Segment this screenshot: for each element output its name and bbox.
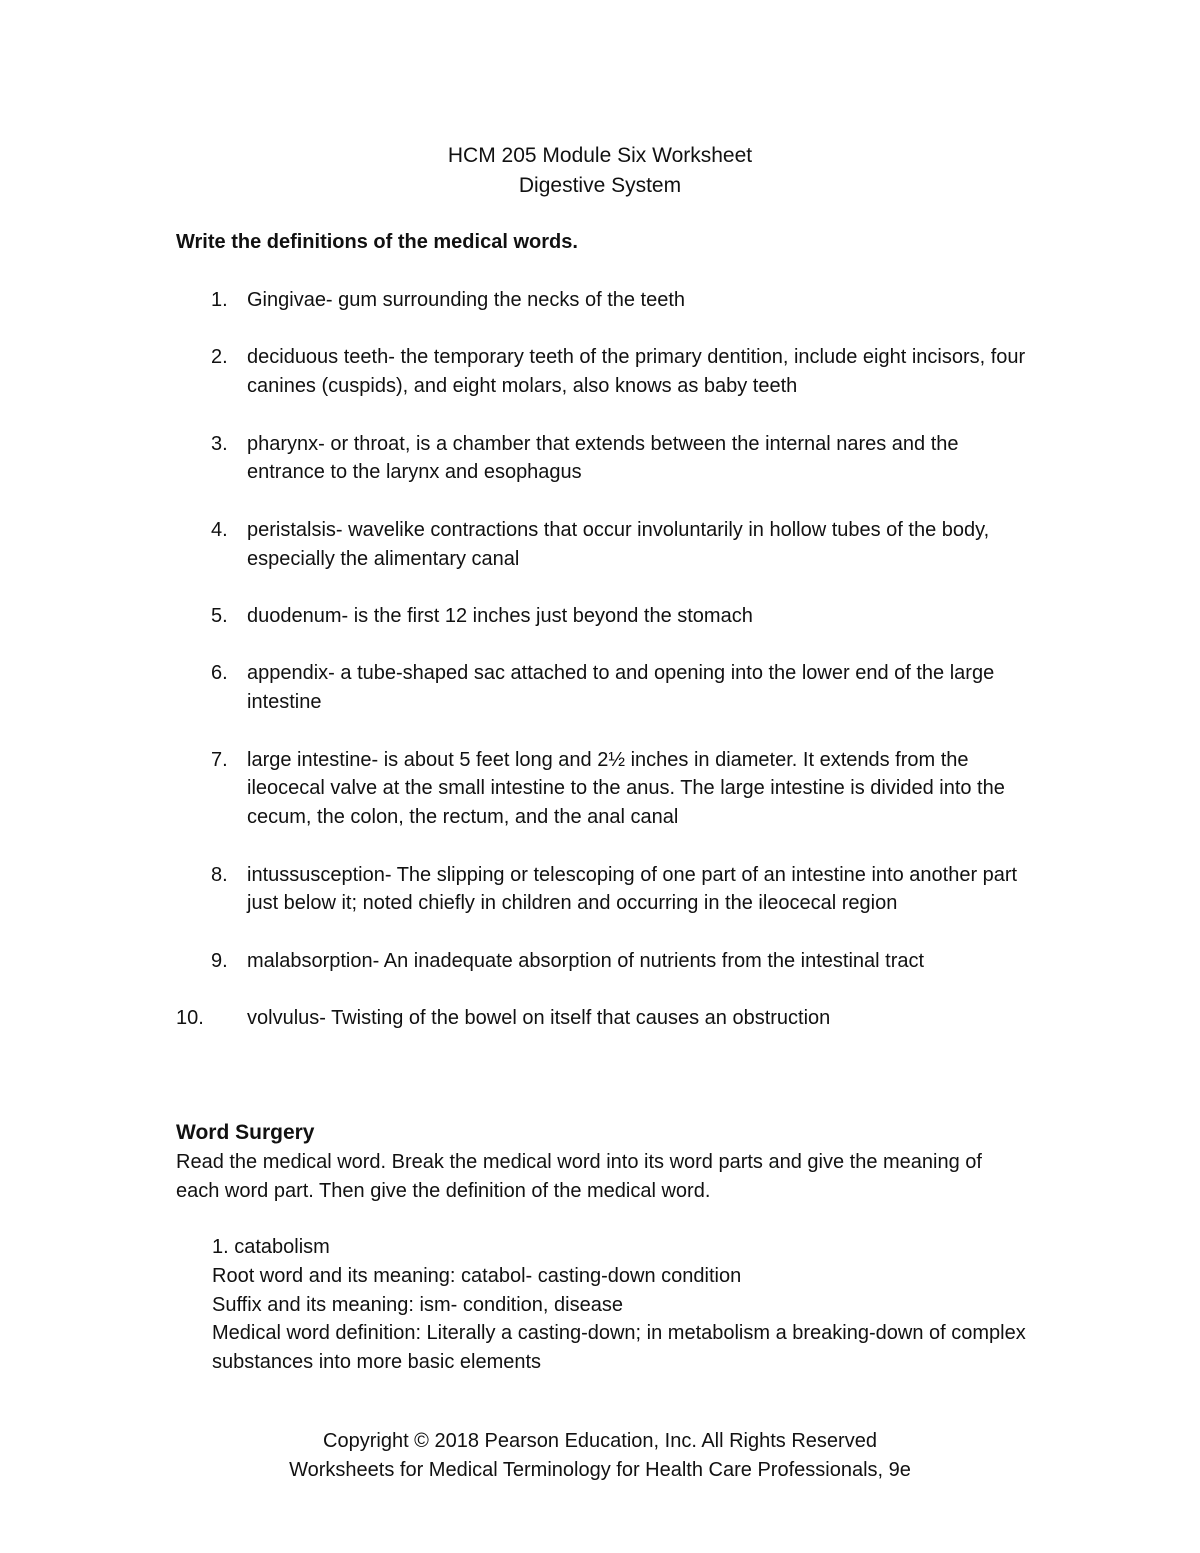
definition-number: 3.	[211, 432, 228, 455]
definition-item	[176, 746, 1036, 832]
word-surgery-definition: Medical word definition: Literally a casting-down; in metabolism a breaking-down of complex substances into more basic elements	[212, 1322, 1026, 1374]
definition-text: large intestine- is about 5 feet long and 2½ inches in diameter. It extends from the ileocecal valve at the small intestine to the anus. The large intestine is divided into the cecum, the colon, the rectum, and the anal canal	[247, 748, 1005, 829]
definition-item	[176, 659, 1036, 717]
footer-copyright: Copyright © 2018 Pearson Education, Inc. All Rights Reserved	[323, 1430, 877, 1452]
definition-item	[176, 516, 1036, 574]
definition-text: malabsorption- An inadequate absorption of nutrients from the intestinal tract	[247, 949, 925, 972]
definitions-list	[176, 286, 1036, 1061]
definition-number: 5.	[211, 604, 228, 627]
definition-number: 1.	[211, 289, 228, 311]
word-surgery-suffix: Suffix and its meaning: ism- condition, disease	[212, 1293, 623, 1316]
word-surgery-root: Root word and its meaning: catabol- casting-down condition	[212, 1264, 742, 1287]
definition-item	[176, 430, 1036, 488]
definition-text: Gingivae- gum surrounding the necks of the teeth	[247, 289, 686, 311]
definition-number: 9.	[211, 949, 228, 972]
definition-text: duodenum- is the first 12 inches just beyond the stomach	[247, 604, 753, 627]
definition-text: volvulus- Twisting of the bowel on itself that causes an obstruction	[247, 1007, 831, 1030]
definition-text: intussusception- The slipping or telescoping of one part of an intestine into another part just below it; noted chiefly in children and occurring in the ileocecal region	[247, 863, 1018, 915]
definition-text: deciduous teeth- the temporary teeth of the primary dentition, include eight incisors, four canines (cuspids), and eight molars, also knows as baby teeth	[247, 346, 1026, 398]
definition-number: 2.	[211, 346, 228, 369]
definition-number: 6.	[211, 662, 228, 685]
definition-item	[176, 602, 1036, 631]
definition-item	[176, 1004, 1036, 1033]
word-surgery-heading: Word Surgery	[176, 1121, 315, 1144]
word-surgery-instructions: Read the medical word. Break the medical word into its word parts and give the meaning of each word part. Then give the definition of the medical word.	[176, 1151, 982, 1202]
title-block	[0, 141, 1200, 201]
definitions-instructions: Write the definitions of the medical words.	[176, 231, 578, 253]
definition-number: 8.	[211, 863, 228, 886]
word-surgery-entry	[212, 1233, 1032, 1377]
page-footer	[0, 1427, 1200, 1485]
definition-item	[176, 861, 1036, 919]
definition-item	[176, 343, 1036, 401]
definition-number: 10.	[176, 1007, 204, 1030]
definition-number: 4.	[211, 518, 228, 541]
definition-item	[176, 286, 1036, 315]
worksheet-title: HCM 205 Module Six Worksheet	[447, 144, 753, 167]
definition-text: peristalsis- wavelike contractions that occur involuntarily in hollow tubes of the body, especially the alimentary canal	[247, 518, 990, 570]
definition-item	[176, 947, 1036, 976]
definition-text: appendix- a tube-shaped sac attached to and opening into the lower end of the large intestine	[247, 662, 995, 714]
definition-text: pharynx- or throat, is a chamber that extends between the internal nares and the entrance to the larynx and esophagus	[247, 432, 959, 484]
definition-number: 7.	[211, 748, 228, 771]
word-surgery-word: 1. catabolism	[212, 1236, 330, 1258]
footer-book-title: Worksheets for Medical Terminology for Health Care Professionals, 9e	[289, 1459, 911, 1481]
worksheet-subtitle: Digestive System	[518, 174, 682, 197]
